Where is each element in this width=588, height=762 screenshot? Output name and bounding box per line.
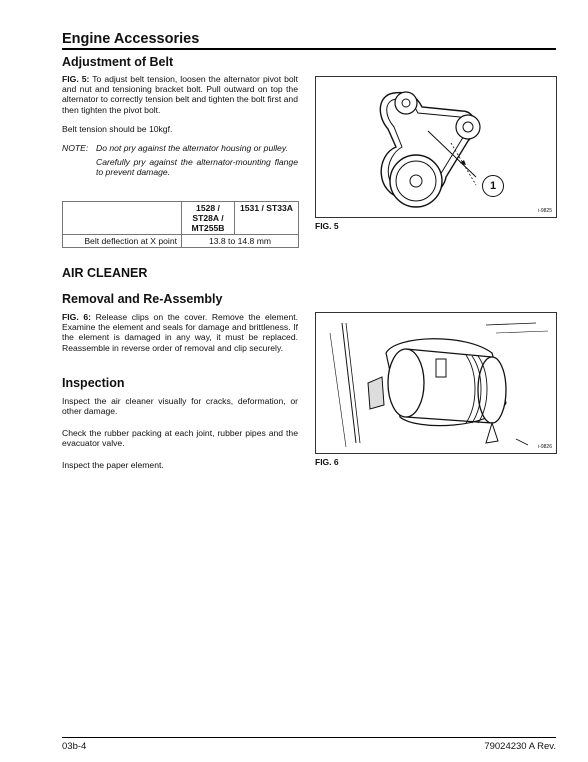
note-block <box>62 143 298 178</box>
fig5-reference: FIG. 5: <box>62 74 90 84</box>
note-text-2: Carefully pry against the alternator-mounting flange to prevent damage. <box>96 157 298 178</box>
note-text-1: Do not pry against the alternator housing or pulley. <box>96 143 288 153</box>
fig6-image <box>315 312 557 454</box>
page-title: Engine Accessories <box>62 31 200 47</box>
inspection-heading: Inspection <box>62 376 125 390</box>
table-row-value: 13.8 to 14.8 mm <box>182 235 299 248</box>
document-number: 79024230 A Rev. <box>484 741 556 752</box>
belt-pulley-drawing <box>316 77 556 217</box>
header-rule <box>62 48 556 50</box>
removal-heading: Removal and Re-Assembly <box>62 292 223 306</box>
table-header-model-2: 1531 / ST33A <box>235 202 299 235</box>
belt-paragraph <box>62 74 298 115</box>
fig5-image <box>315 76 557 218</box>
belt-spec-table <box>62 201 299 248</box>
fig5-label: FIG. 5 <box>315 221 339 231</box>
inspection-text-3: Inspect the paper element. <box>62 460 164 470</box>
callout-1: 1 <box>482 175 504 197</box>
footer-rule <box>62 737 556 738</box>
belt-paragraph-text: To adjust belt tension, loosen the alternator pivot bolt and nut and tensioning bracket bolt. Pull outward on top the alternator to correctly tension belt and tighten the bolt first and then tighten the pivot bolt. <box>62 74 298 115</box>
note-label: NOTE: <box>62 143 89 153</box>
fig6-label: FIG. 6 <box>315 457 339 467</box>
fig5-code: i-9825 <box>538 208 552 214</box>
fig6-reference: FIG. 6: <box>62 312 91 322</box>
table-row-label: Belt deflection at X point <box>63 235 182 248</box>
fig6-code: i-9826 <box>538 444 552 450</box>
belt-tension-text: Belt tension should be 10kgf. <box>62 124 173 134</box>
page-number: 03b-4 <box>62 741 87 752</box>
table-corner-cell <box>63 202 182 235</box>
air-cleaner-heading: AIR CLEANER <box>62 266 148 280</box>
table-header-model-1: 1528 / ST28A / MT255B <box>182 202 235 235</box>
air-cleaner-drawing <box>316 313 556 453</box>
inspection-text-2: Check the rubber packing at each joint, rubber pipes and the evacuator valve. <box>62 428 298 449</box>
belt-heading: Adjustment of Belt <box>62 55 174 69</box>
removal-paragraph <box>62 312 298 353</box>
removal-paragraph-text: Release clips on the cover. Remove the element. Examine the element and seals for damage and brittleness. If the element is damaged in any way, it must be replaced. Reassemble in reverse order of removal and clip securely. <box>62 312 298 353</box>
inspection-text-1: Inspect the air cleaner visually for cracks, deformation, or other damage. <box>62 396 298 417</box>
